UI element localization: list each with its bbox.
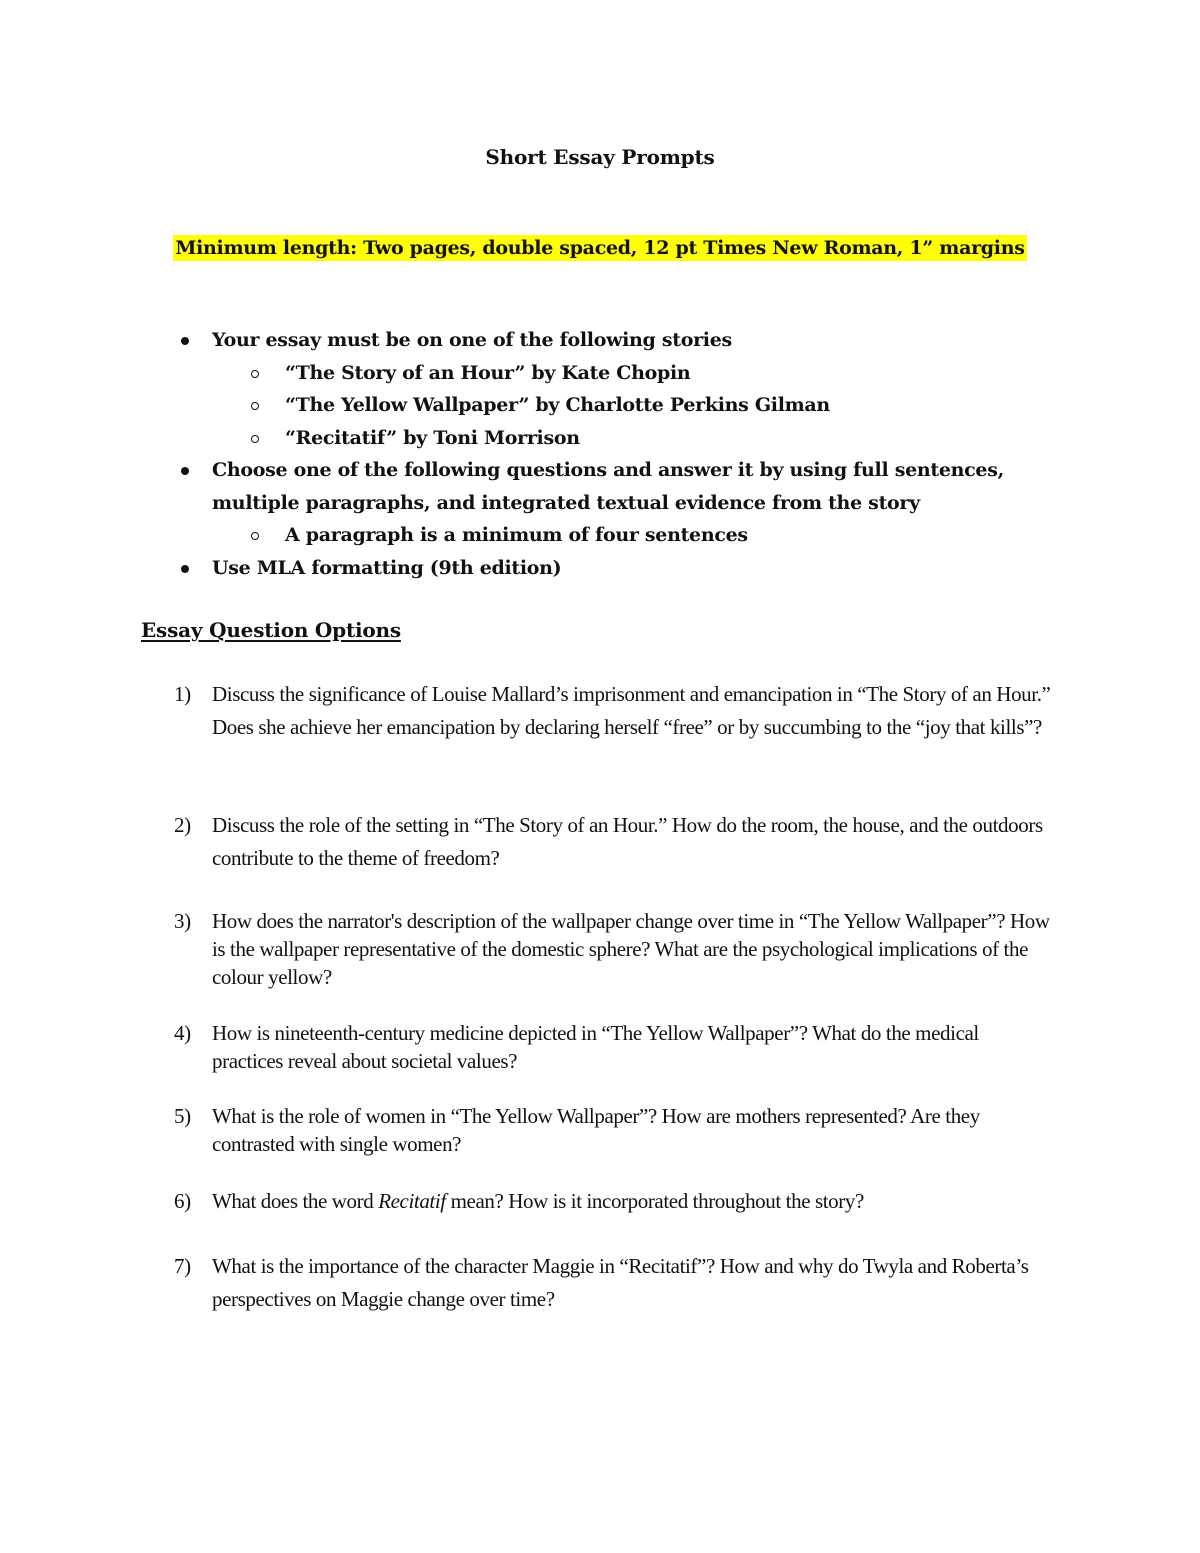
- sub-bullet-text: “The Yellow Wallpaper” by Charlotte Perkins Gilman: [285, 394, 830, 416]
- question-number: 6): [174, 1189, 191, 1213]
- question-text: What is the importance of the character Maggie in “Recitatif”? How and why do Twyla and Roberta’s perspectives on Maggie change over time?: [212, 1254, 1029, 1311]
- instructions-list: [140, 324, 1080, 584]
- bullet-dot-icon: [181, 565, 189, 573]
- bullet-item: [140, 454, 1080, 519]
- question-number: 1): [174, 682, 191, 706]
- question-number: 5): [174, 1104, 191, 1128]
- hollow-circle-icon: [251, 370, 259, 378]
- question-number: 3): [174, 909, 191, 933]
- hollow-circle-icon: [251, 435, 259, 443]
- hollow-circle-icon: [251, 402, 259, 410]
- sub-bullet-item: [140, 357, 1080, 390]
- question-text: Discuss the significance of Louise Mallard’s imprisonment and emancipation in “The Story of an Hour.” Does she achieve her emancipation by declaring herself “free” or by succumbing to the “joy that kills”?: [212, 682, 1051, 739]
- question-text: How is nineteenth-century medicine depicted in “The Yellow Wallpaper”? What do the medical practices reveal about societal values?: [212, 1021, 979, 1073]
- document-title: Short Essay Prompts: [485, 145, 715, 169]
- question-text: [212, 1187, 1052, 1215]
- question-text: Discuss the role of the setting in “The Story of an Hour.” How do the room, the house, and the outdoors contribute to the theme of freedom?: [212, 813, 1043, 870]
- bullet-text: Use MLA formatting (9th edition): [212, 556, 562, 579]
- sub-bullet-text: “The Story of an Hour” by Kate Chopin: [285, 361, 691, 384]
- question-text-before: What does the word: [212, 1189, 379, 1213]
- highlighted-requirement-text: Minimum length: Two pages, double spaced, 12 pt Times New Roman, 1” margins: [175, 237, 1025, 259]
- bullet-dot-icon: [181, 337, 189, 345]
- hollow-circle-icon: [251, 532, 259, 540]
- question-text: How does the narrator's description of the wallpaper change over time in “The Yellow Wallpaper”? How is the wallpaper representative of the domestic sphere? What are the psychological implications of the colour yellow?: [212, 909, 1050, 989]
- question-number: 2): [174, 813, 191, 837]
- sub-bullet-text: A paragraph is a minimum of four sentences: [285, 524, 748, 546]
- question-text-after: mean? How is it incorporated throughout the story?: [445, 1189, 864, 1213]
- sub-bullet-item: [140, 389, 1080, 422]
- question-number: 4): [174, 1021, 191, 1045]
- sub-bullet-item: [140, 519, 1080, 552]
- bullet-item: [140, 552, 1080, 585]
- question-number: 7): [174, 1254, 191, 1278]
- sub-bullet-text: “Recitatif” by Toni Morrison: [285, 426, 580, 449]
- bullet-text: Choose one of the following questions and answer it by using full sentences, multiple paragraphs, and integrated textual evidence from the story: [212, 459, 1004, 514]
- section-heading: Essay Question Options: [141, 618, 401, 642]
- bullet-text: Your essay must be on one of the following stories: [212, 329, 732, 351]
- bullet-dot-icon: [181, 467, 189, 475]
- bullet-item: [140, 324, 1080, 357]
- italic-term: Recitatif: [378, 1189, 446, 1213]
- length-requirement: [0, 234, 1200, 262]
- sub-bullet-item: [140, 422, 1080, 455]
- question-text: What is the role of women in “The Yellow Wallpaper”? How are mothers represented? Are they contrasted with single women?: [212, 1104, 980, 1156]
